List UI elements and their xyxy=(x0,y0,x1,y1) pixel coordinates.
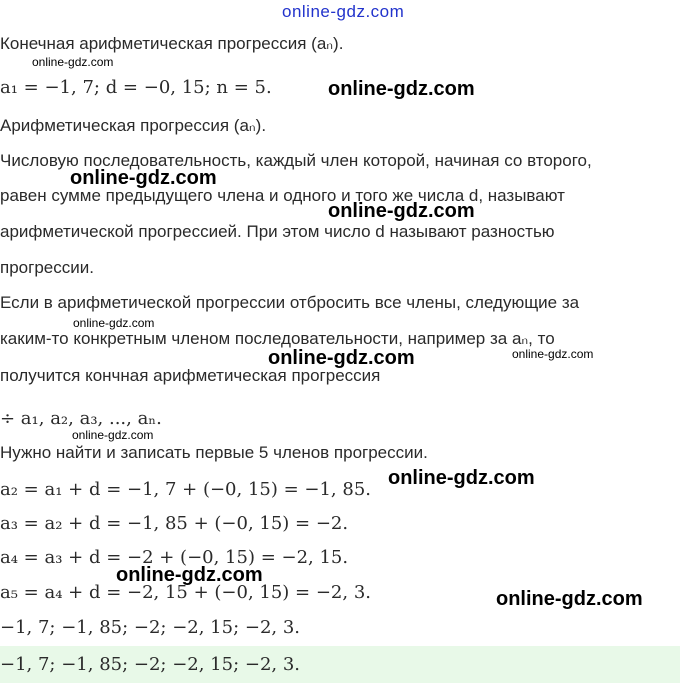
watermark: online-gdz.com xyxy=(268,347,415,369)
text-line-1: Конечная арифметическая прогрессия (aₙ). xyxy=(0,34,344,53)
text-line-12: Нужно найти и записать первые 5 членов прогрессии. xyxy=(0,443,428,462)
watermark: online-gdz.com xyxy=(512,347,594,361)
header-watermark: online-gdz.com xyxy=(282,2,405,21)
text-line-9: каким-то конкретным членом последовательности, например за aₙ, то xyxy=(0,329,555,348)
answer-text: −1, 7; −1, 85; −2; −2, 15; −2, 3. xyxy=(0,654,301,675)
text-line-5: равен сумме предыдущего члена и одного и того же числа d, называют xyxy=(0,186,565,205)
watermark: online-gdz.com xyxy=(70,167,217,189)
math-line-a5: a₅ = a₄ + d = −2, 15 + (−0, 15) = −2, 3. xyxy=(0,582,372,603)
math-line-a3: a₃ = a₂ + d = −1, 85 + (−0, 15) = −2. xyxy=(0,513,349,534)
watermark: online-gdz.com xyxy=(328,78,475,100)
watermark: online-gdz.com xyxy=(32,55,114,69)
text-line-3: Арифметическая прогрессия (aₙ). xyxy=(0,116,267,135)
watermark: online-gdz.com xyxy=(388,467,535,489)
math-line-given: a₁ = −1, 7; d = −0, 15; n = 5. xyxy=(0,77,272,98)
text-line-6: арифметической прогрессией. При этом число d называют разностью xyxy=(0,222,555,241)
text-line-4: Числовую последовательность, каждый член которой, начиная со второго, xyxy=(0,151,592,170)
watermark: online-gdz.com xyxy=(73,316,155,330)
answer-box xyxy=(0,646,680,683)
text-line-8: Если в арифметической прогрессии отбросить все члены, следующие за xyxy=(0,293,580,312)
math-line-a4: a₄ = a₃ + d = −2 + (−0, 15) = −2, 15. xyxy=(0,547,349,568)
math-line-a2: a₂ = a₁ + d = −1, 7 + (−0, 15) = −1, 85. xyxy=(0,479,372,500)
watermark: online-gdz.com xyxy=(116,564,263,586)
text-line-10: получится кончная арифметическая прогрессия xyxy=(0,366,381,385)
watermark: online-gdz.com xyxy=(496,588,643,610)
math-line-sequence: ÷ a₁, a₂, a₃, ..., aₙ. xyxy=(0,408,162,429)
text-line-7: прогрессии. xyxy=(0,258,94,277)
math-line-terms: −1, 7; −1, 85; −2; −2, 15; −2, 3. xyxy=(0,617,301,638)
watermark: online-gdz.com xyxy=(328,200,475,222)
watermark: online-gdz.com xyxy=(72,428,154,442)
